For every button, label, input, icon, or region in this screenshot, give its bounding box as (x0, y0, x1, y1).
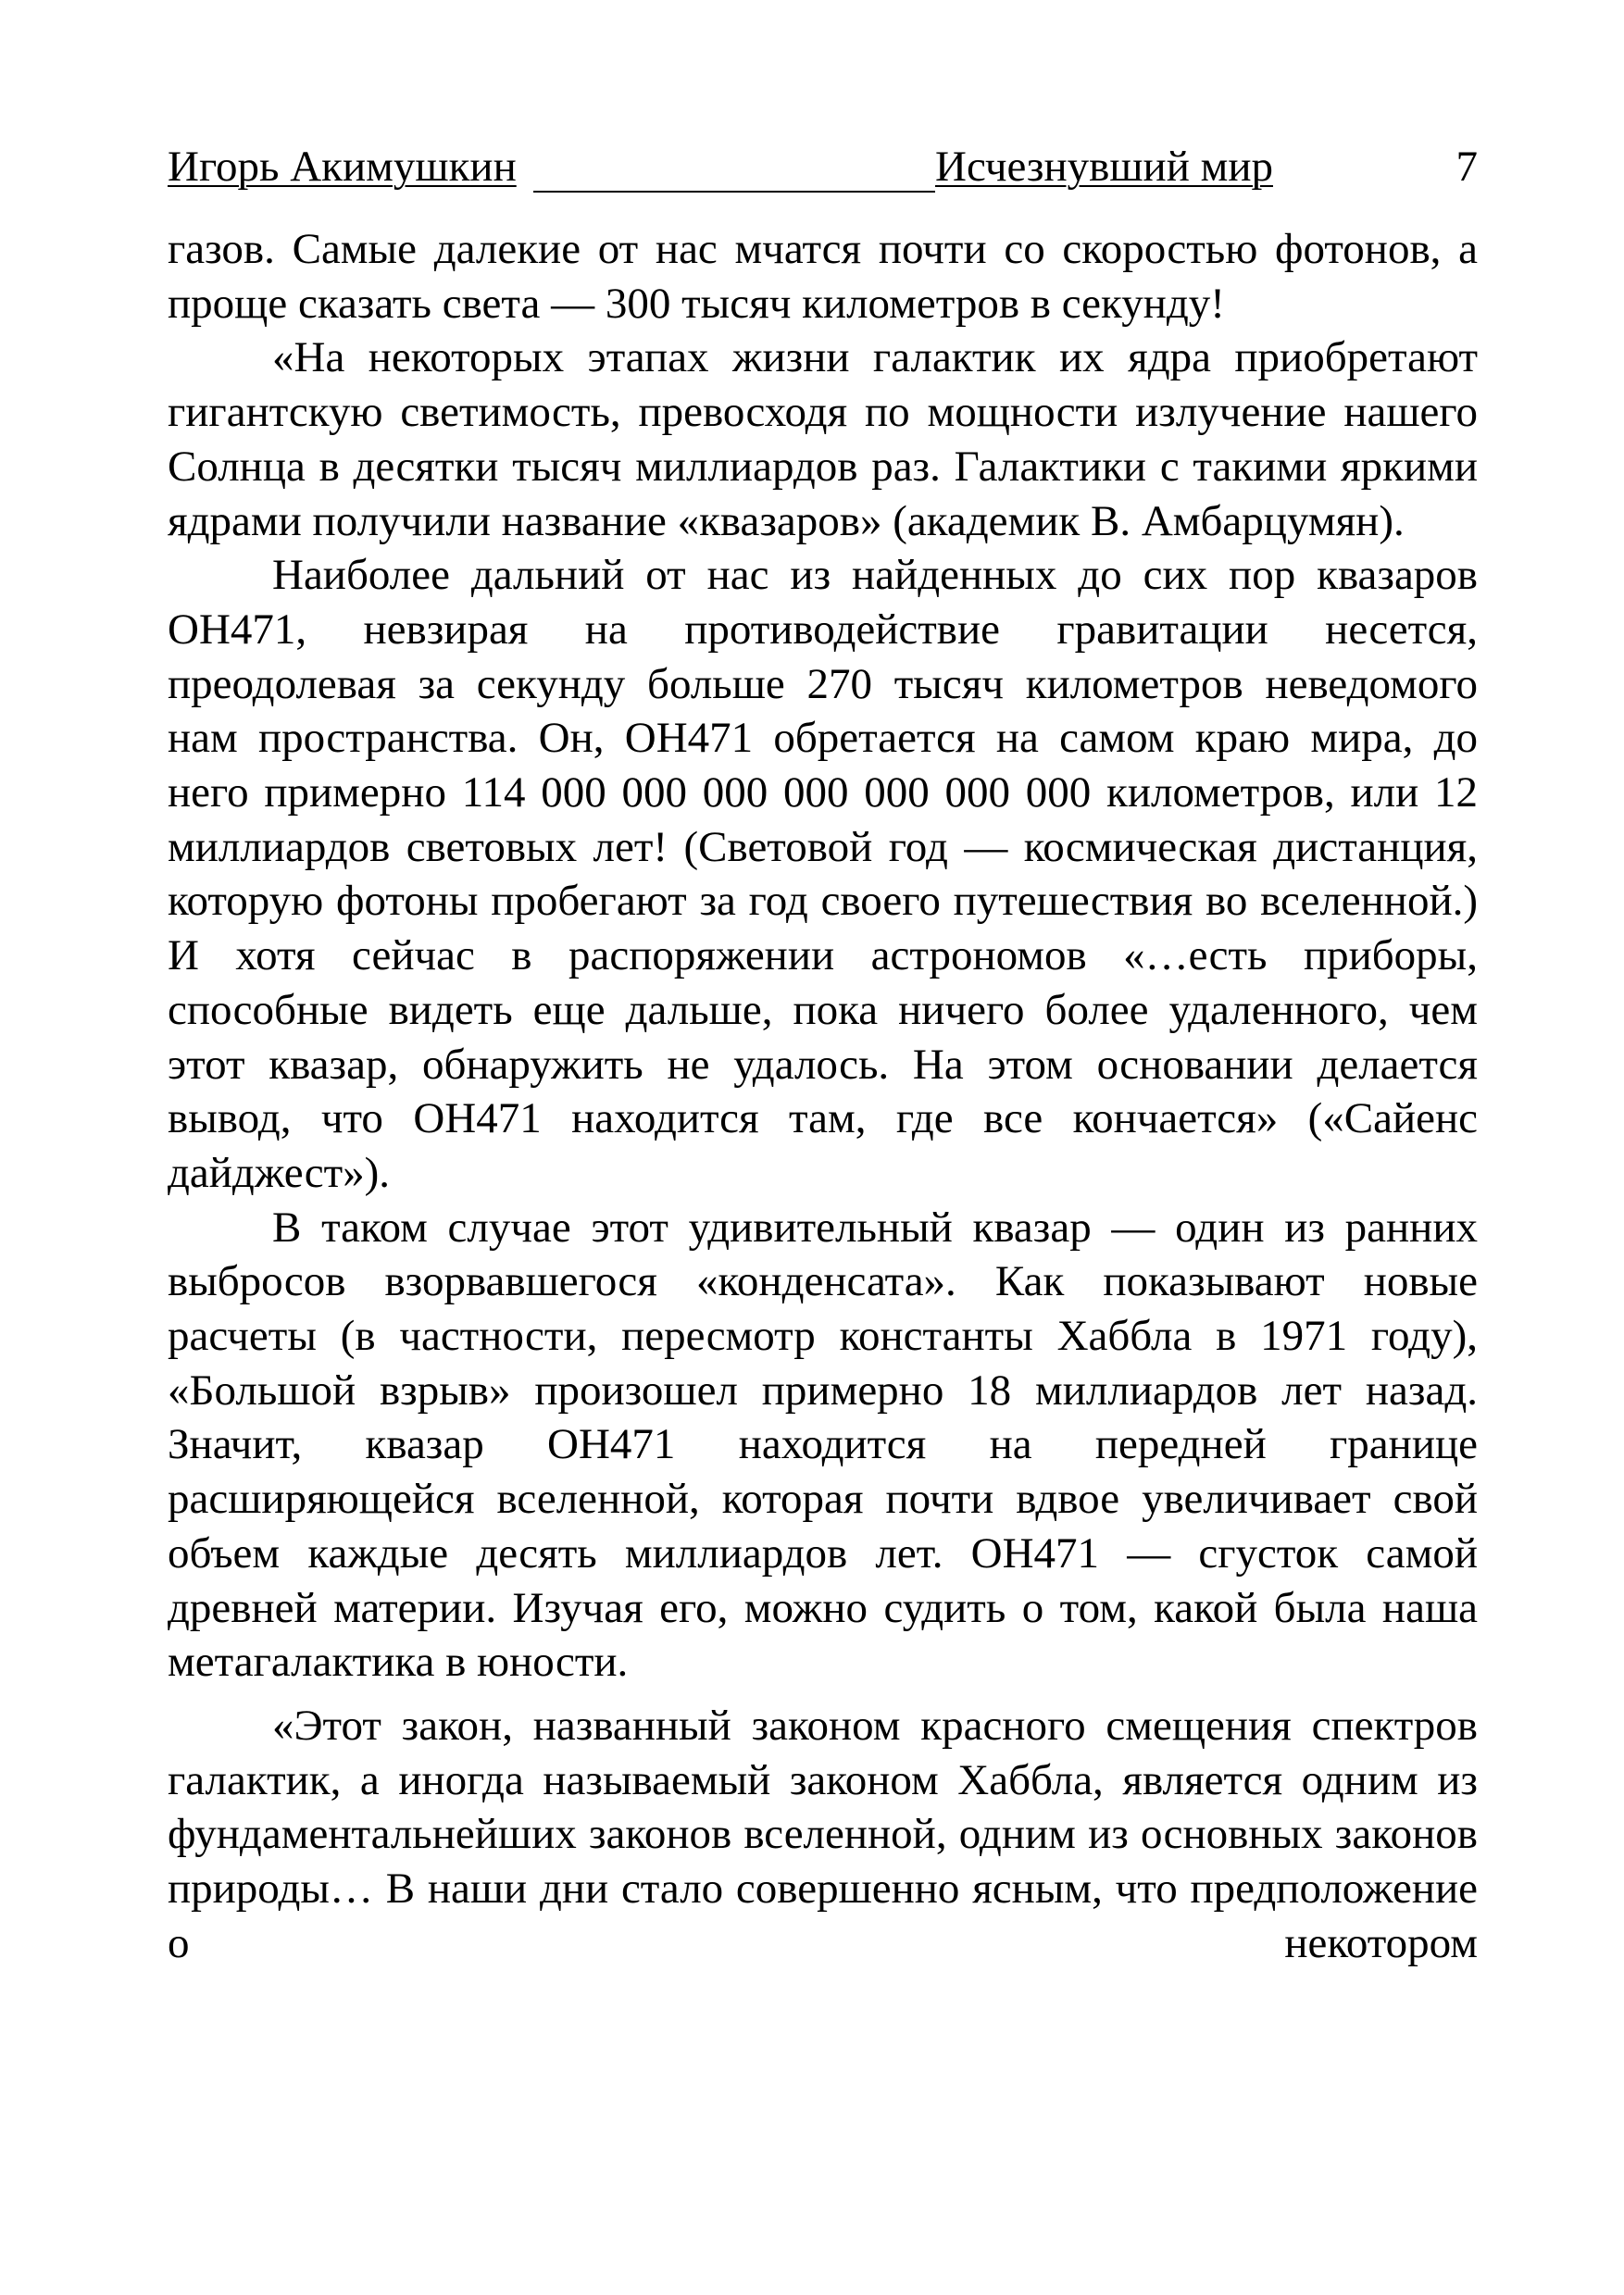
header-rule (533, 191, 935, 193)
paragraph: газов. Самые далекие от нас мчатся почти со скоростью фотонов, а проще сказать света — 300 тысяч километров в секунду! (168, 225, 1478, 328)
paragraph: «На некоторых этапах жизни галактик их ядра приобретают гигантскую светимость, превосходя по мощности излучение нашего Солнца в десятки тысяч миллиардов раз. Галактики с такими яркими ядрами получили название «квазаров» (академик В. Амбарцумян). (168, 333, 1478, 545)
paragraph: «Этот закон, названный законом красного смещения спектров галактик, а иногда называемый законом Хаббла, является одним из фундаментальнейших законов вселенной, одним из основных законов природы… В наши дни стало совершенно ясным, что предположение о некотором (168, 1701, 1478, 1967)
body-text (168, 222, 1478, 1971)
paragraph: Наиболее дальний от нас из найденных до сих пор квазаров ОН471, невзирая на противодействие гравитации несется, преодолевая за секунду больше 270 тысяч километров неведомого нам пространства. Он, ОН471 обретается на самом краю мира, до него примерно 114 000 000 000 000 000 000 000 километров, или 12 миллиардов световых лет! (Световой год — космическая дистанция, которую фотоны пробегают за год своего путешествия во вселенной.) И хотя сейчас в распоряжении астрономов «…есть приборы, способные видеть еще дальше, пока ничего более удаленного, чем этот квазар, обнаружить не удалось. На этом основании делается вывод, что ОН471 находится там, где все кончается» («Сайенс дайджест»). (168, 551, 1478, 1197)
running-header (168, 139, 1478, 194)
paragraph: В таком случае этот удивительный квазар — один из ранних выбросов взорвавшегося «конденсата». Как показывают новые расчеты (в частности, пересмотр константы Хаббла в 1971 году), «Большой взрыв» произошел примерно 18 миллиардов лет назад. Значит, квазар ОН471 находится на передней границе расширяющейся вселенной, которая почти вдвое увеличивает свой объем каждые десять миллиардов лет. ОН471 — сгусток самой древней материи. Изучая его, можно судить о том, какой была наша метагалактика в юности. (168, 1203, 1478, 1687)
header-author: Игорь Акимушкин (168, 143, 517, 191)
page-number: 7 (1455, 143, 1478, 191)
header-book-title: Исчезнувший мир (935, 143, 1273, 191)
